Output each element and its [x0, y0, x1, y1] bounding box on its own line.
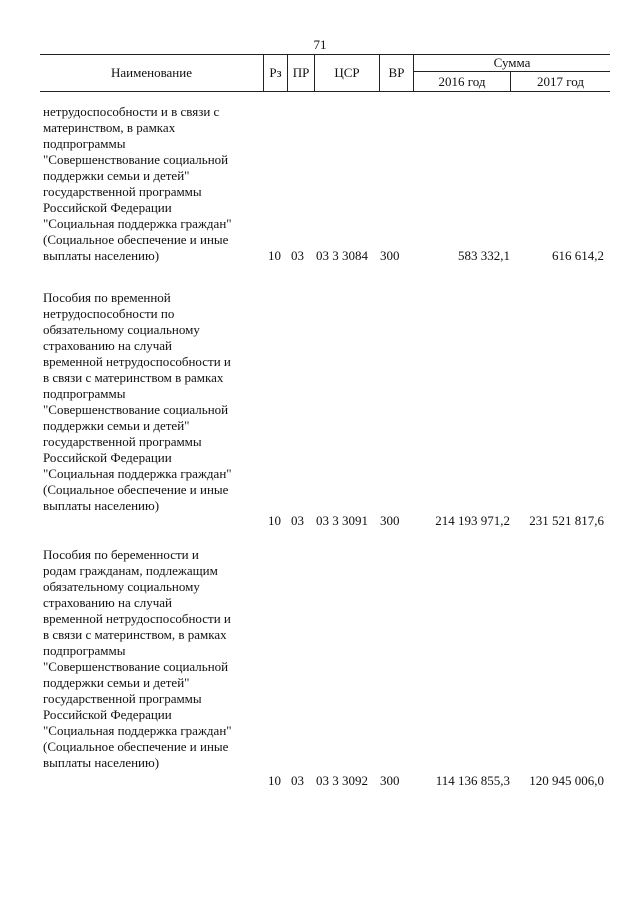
- description-line: "Совершенствование социальной: [43, 152, 229, 167]
- description-line: в связи с материнством, в рамках: [43, 627, 227, 642]
- description-line: Пособия по временной: [43, 290, 171, 305]
- header-name: Наименование: [111, 65, 192, 80]
- row-csr: 03 3 3091: [316, 513, 368, 528]
- row-rz: 10: [268, 513, 281, 528]
- row-pr: 03: [291, 513, 304, 528]
- description-line: поддержки семьи и детей": [43, 675, 190, 690]
- row-sum-2016: 214 193 971,2: [435, 513, 510, 528]
- row-csr: 03 3 3084: [316, 248, 368, 263]
- description-line: (Социальное обеспечение и иные: [43, 739, 229, 754]
- description-line: нетрудоспособности и в связи с: [43, 104, 220, 119]
- table-header: [40, 54, 610, 92]
- description-line: Российской Федерации: [43, 707, 172, 722]
- header-sum: Сумма: [413, 55, 610, 72]
- description-line: поддержки семьи и детей": [43, 168, 190, 183]
- description-line: "Совершенствование социальной: [43, 402, 229, 417]
- description-line: страхованию на случай: [43, 338, 172, 353]
- description-line: обязательному социальному: [43, 579, 200, 594]
- description-line: страхованию на случай: [43, 595, 172, 610]
- row-pr: 03: [291, 248, 304, 263]
- row-vr: 300: [380, 513, 400, 528]
- description-line: государственной программы: [43, 691, 202, 706]
- row-sum-2016: 583 332,1: [458, 248, 510, 263]
- description-line: подпрограммы: [43, 643, 126, 658]
- description-line: выплаты населению): [43, 498, 160, 513]
- description-line: (Социальное обеспечение и иные: [43, 482, 229, 497]
- description-line: "Социальная поддержка граждан": [43, 723, 232, 738]
- row-vr: 300: [380, 773, 400, 788]
- description-line: временной нетрудоспособности и: [43, 354, 231, 369]
- description-line: материнством, в рамках: [43, 120, 176, 135]
- description-line: нетрудоспособности по: [43, 306, 175, 321]
- row-description: [43, 290, 265, 514]
- description-line: выплаты населению): [43, 248, 160, 263]
- page-number: 71: [313, 37, 327, 52]
- header-pr: ПР: [287, 55, 314, 91]
- description-line: в связи с материнством в рамках: [43, 370, 224, 385]
- description-line: временной нетрудоспособности и: [43, 611, 231, 626]
- description-line: "Социальная поддержка граждан": [43, 466, 232, 481]
- row-sum-2017: 616 614,2: [552, 248, 604, 263]
- row-description: [43, 104, 265, 264]
- row-description: [43, 547, 265, 771]
- row-sum-2016: 114 136 855,3: [435, 773, 510, 788]
- header-year-2017: 2017 год: [510, 72, 610, 91]
- row-vr: 300: [380, 248, 400, 263]
- row-csr: 03 3 3092: [316, 773, 368, 788]
- description-line: подпрограммы: [43, 386, 126, 401]
- description-line: поддержки семьи и детей": [43, 418, 190, 433]
- description-line: государственной программы: [43, 434, 202, 449]
- description-line: Пособия по беременности и: [43, 547, 199, 562]
- header-rz: Рз: [263, 55, 287, 91]
- row-rz: 10: [268, 248, 281, 263]
- description-line: Российской Федерации: [43, 200, 172, 215]
- description-line: "Социальная поддержка граждан": [43, 216, 232, 231]
- header-vr: ВР: [379, 55, 413, 91]
- description-line: выплаты населению): [43, 755, 160, 770]
- description-line: (Социальное обеспечение и иные: [43, 232, 229, 247]
- header-csr: ЦСР: [314, 55, 379, 91]
- description-line: подпрограммы: [43, 136, 126, 151]
- description-line: государственной программы: [43, 184, 202, 199]
- description-line: "Совершенствование социальной: [43, 659, 229, 674]
- description-line: родам гражданам, подлежащим: [43, 563, 218, 578]
- row-pr: 03: [291, 773, 304, 788]
- header-year-2016: 2016 год: [413, 72, 510, 91]
- row-sum-2017: 231 521 817,6: [529, 513, 604, 528]
- row-sum-2017: 120 945 006,0: [529, 773, 604, 788]
- description-line: обязательному социальному: [43, 322, 200, 337]
- row-rz: 10: [268, 773, 281, 788]
- description-line: Российской Федерации: [43, 450, 172, 465]
